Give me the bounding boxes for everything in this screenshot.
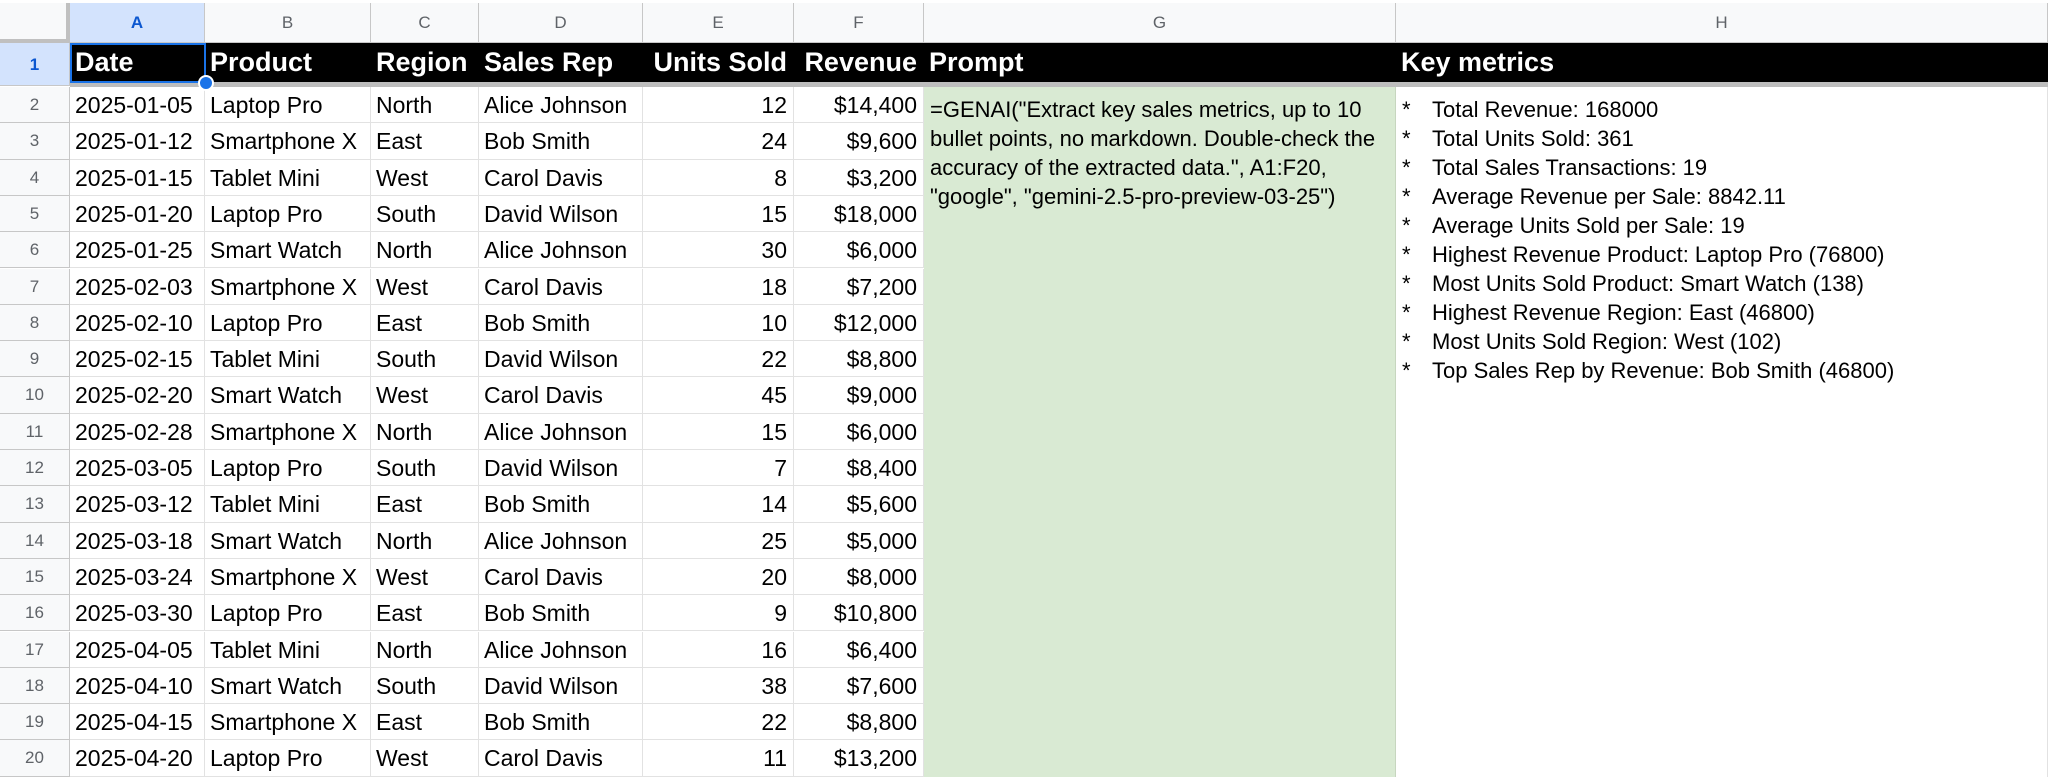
bullet-marker: *	[1402, 155, 1411, 180]
cell-a10[interactable]: 2025-02-20	[70, 377, 205, 413]
cell-e13[interactable]: 14	[643, 486, 794, 522]
row-header-11[interactable]: 11	[0, 414, 70, 450]
cell-a14[interactable]: 2025-03-18	[70, 523, 205, 559]
cell-a20[interactable]: 2025-04-20	[70, 740, 205, 776]
cell-e18[interactable]: 38	[643, 668, 794, 704]
cell-d12[interactable]: David Wilson	[479, 450, 643, 486]
key-metric-text: Total Revenue: 168000	[1432, 97, 1659, 122]
cell-c9[interactable]: South	[371, 341, 479, 377]
cell-b2[interactable]: Laptop Pro	[205, 87, 371, 123]
header-cell-f[interactable]: Revenue	[794, 43, 924, 82]
cell-e14[interactable]: 25	[643, 523, 794, 559]
cell-f9[interactable]: $8,800	[794, 341, 924, 377]
cell-e10[interactable]: 45	[643, 377, 794, 413]
cell-e11[interactable]: 15	[643, 414, 794, 450]
key-metric-item	[1402, 269, 2041, 298]
cell-d19[interactable]: Bob Smith	[479, 704, 643, 740]
cell-b10[interactable]: Smart Watch	[205, 377, 371, 413]
cell-b9[interactable]: Tablet Mini	[205, 341, 371, 377]
cell-b4[interactable]: Tablet Mini	[205, 160, 371, 196]
key-metric-text: Total Sales Transactions: 19	[1432, 155, 1708, 180]
cell-d18[interactable]: David Wilson	[479, 668, 643, 704]
cell-a4[interactable]: 2025-01-15	[70, 160, 205, 196]
row-header-3[interactable]: 3	[0, 123, 70, 159]
cell-a9[interactable]: 2025-02-15	[70, 341, 205, 377]
key-metric-text: Highest Revenue Region: East (46800)	[1432, 300, 1815, 325]
cell-c15[interactable]: West	[371, 559, 479, 595]
cell-d10[interactable]: Carol Davis	[479, 377, 643, 413]
row-header-14[interactable]: 14	[0, 523, 70, 559]
cell-f15[interactable]: $8,000	[794, 559, 924, 595]
column-header-c[interactable]: C	[371, 3, 479, 43]
header-cell-a[interactable]: Date	[70, 43, 205, 82]
cell-d4[interactable]: Carol Davis	[479, 160, 643, 196]
cell-a13[interactable]: 2025-03-12	[70, 486, 205, 522]
cell-f5[interactable]: $18,000	[794, 196, 924, 232]
cell-f10[interactable]: $9,000	[794, 377, 924, 413]
cell-c11[interactable]: North	[371, 414, 479, 450]
header-cell-e[interactable]: Units Sold	[643, 43, 794, 82]
cell-b17[interactable]: Tablet Mini	[205, 632, 371, 668]
cell-a5[interactable]: 2025-01-20	[70, 196, 205, 232]
key-metric-item	[1402, 298, 2041, 327]
row-header-7[interactable]: 7	[0, 269, 70, 305]
row-header-2[interactable]: 2	[0, 87, 70, 123]
bullet-marker: *	[1402, 213, 1411, 238]
column-header-h[interactable]: H	[1396, 3, 2048, 43]
cell-d6[interactable]: Alice Johnson	[479, 232, 643, 268]
row-header-18[interactable]: 18	[0, 668, 70, 704]
cell-e4[interactable]: 8	[643, 160, 794, 196]
key-metric-text: Total Units Sold: 361	[1432, 126, 1634, 151]
cell-b14[interactable]: Smart Watch	[205, 523, 371, 559]
column-header-g[interactable]: G	[924, 3, 1396, 43]
cell-d17[interactable]: Alice Johnson	[479, 632, 643, 668]
bullet-marker: *	[1402, 242, 1411, 267]
cell-d14[interactable]: Alice Johnson	[479, 523, 643, 559]
cell-f17[interactable]: $6,400	[794, 632, 924, 668]
cell-f14[interactable]: $5,000	[794, 523, 924, 559]
cell-f19[interactable]: $8,800	[794, 704, 924, 740]
cell-b13[interactable]: Tablet Mini	[205, 486, 371, 522]
key-metric-item	[1402, 95, 2041, 124]
cell-e19[interactable]: 22	[643, 704, 794, 740]
cell-d9[interactable]: David Wilson	[479, 341, 643, 377]
cell-b8[interactable]: Laptop Pro	[205, 305, 371, 341]
cell-b12[interactable]: Laptop Pro	[205, 450, 371, 486]
cell-c14[interactable]: North	[371, 523, 479, 559]
cell-c4[interactable]: West	[371, 160, 479, 196]
row-header-1[interactable]: 1	[0, 43, 70, 86]
key-metric-item	[1402, 327, 2041, 356]
cell-b3[interactable]: Smartphone X	[205, 123, 371, 159]
key-metric-text: Most Units Sold Region: West (102)	[1432, 329, 1782, 354]
cell-e5[interactable]: 15	[643, 196, 794, 232]
cell-c6[interactable]: North	[371, 232, 479, 268]
cell-f6[interactable]: $6,000	[794, 232, 924, 268]
key-metric-text: Average Units Sold per Sale: 19	[1432, 213, 1745, 238]
cell-f18[interactable]: $7,600	[794, 668, 924, 704]
cell-a16[interactable]: 2025-03-30	[70, 595, 205, 631]
cell-e3[interactable]: 24	[643, 123, 794, 159]
cell-b11[interactable]: Smartphone X	[205, 414, 371, 450]
cell-e12[interactable]: 7	[643, 450, 794, 486]
cell-c3[interactable]: East	[371, 123, 479, 159]
column-header-a[interactable]: A	[70, 3, 205, 43]
cell-d16[interactable]: Bob Smith	[479, 595, 643, 631]
row-header-9[interactable]: 9	[0, 341, 70, 377]
cell-d2[interactable]: Alice Johnson	[479, 87, 643, 123]
row-header-13[interactable]: 13	[0, 486, 70, 522]
cell-a6[interactable]: 2025-01-25	[70, 232, 205, 268]
bullet-marker: *	[1402, 126, 1411, 151]
cell-e8[interactable]: 10	[643, 305, 794, 341]
row-header-4[interactable]: 4	[0, 160, 70, 196]
key-metric-item	[1402, 124, 2041, 153]
cell-c10[interactable]: West	[371, 377, 479, 413]
cell-c17[interactable]: North	[371, 632, 479, 668]
row-header-16[interactable]: 16	[0, 595, 70, 631]
column-header-b[interactable]: B	[205, 3, 371, 43]
cell-b18[interactable]: Smart Watch	[205, 668, 371, 704]
cell-a8[interactable]: 2025-02-10	[70, 305, 205, 341]
cell-a2[interactable]: 2025-01-05	[70, 87, 205, 123]
cell-a11[interactable]: 2025-02-28	[70, 414, 205, 450]
key-metric-text: Top Sales Rep by Revenue: Bob Smith (46800)	[1432, 358, 1895, 383]
cell-b5[interactable]: Laptop Pro	[205, 196, 371, 232]
cell-a18[interactable]: 2025-04-10	[70, 668, 205, 704]
cell-c2[interactable]: North	[371, 87, 479, 123]
cell-c12[interactable]: South	[371, 450, 479, 486]
cell-c13[interactable]: East	[371, 486, 479, 522]
row-header-12[interactable]: 12	[0, 450, 70, 486]
bullet-marker: *	[1402, 300, 1411, 325]
cell-f2[interactable]: $14,400	[794, 87, 924, 123]
cell-f13[interactable]: $5,600	[794, 486, 924, 522]
cell-f11[interactable]: $6,000	[794, 414, 924, 450]
cell-e16[interactable]: 9	[643, 595, 794, 631]
row-header-5[interactable]: 5	[0, 196, 70, 232]
cell-a3[interactable]: 2025-01-12	[70, 123, 205, 159]
cell-f20[interactable]: $13,200	[794, 740, 924, 776]
key-metric-text: Most Units Sold Product: Smart Watch (138)	[1432, 271, 1864, 296]
cell-c8[interactable]: East	[371, 305, 479, 341]
cell-c7[interactable]: West	[371, 269, 479, 305]
cell-d11[interactable]: Alice Johnson	[479, 414, 643, 450]
key-metric-text: Average Revenue per Sale: 8842.11	[1432, 184, 1786, 209]
bullet-marker: *	[1402, 358, 1411, 383]
key-metric-text: Highest Revenue Product: Laptop Pro (76800)	[1432, 242, 1885, 267]
header-cell-c[interactable]: Region	[371, 43, 479, 82]
header-cell-d[interactable]: Sales Rep	[479, 43, 643, 82]
cell-f12[interactable]: $8,400	[794, 450, 924, 486]
bullet-marker: *	[1402, 329, 1411, 354]
cell-c18[interactable]: South	[371, 668, 479, 704]
cell-c19[interactable]: East	[371, 704, 479, 740]
cell-b7[interactable]: Smartphone X	[205, 269, 371, 305]
bullet-marker: *	[1402, 271, 1411, 296]
row-header-10[interactable]: 10	[0, 377, 70, 413]
cell-d20[interactable]: Carol Davis	[479, 740, 643, 776]
column-header-e[interactable]: E	[643, 3, 794, 43]
cell-e2[interactable]: 12	[643, 87, 794, 123]
key-metric-item	[1402, 182, 2041, 211]
cell-e6[interactable]: 30	[643, 232, 794, 268]
cell-a12[interactable]: 2025-03-05	[70, 450, 205, 486]
cell-e17[interactable]: 16	[643, 632, 794, 668]
header-cell-h[interactable]: Key metrics	[1396, 43, 2048, 82]
select-all-corner[interactable]	[0, 3, 70, 43]
row-header-6[interactable]: 6	[0, 232, 70, 268]
key-metrics-cell[interactable]	[1396, 87, 2048, 777]
prompt-formula-cell[interactable]: =GENAI("Extract key sales metrics, up to 10 bullet points, no markdown. Double-check the accuracy of the extracted data.", A1:F20, "google", "gemini-2.5-pro-preview-03-25")	[924, 87, 1396, 777]
header-cell-b[interactable]: Product	[205, 43, 371, 82]
cell-c20[interactable]: West	[371, 740, 479, 776]
cell-a17[interactable]: 2025-04-05	[70, 632, 205, 668]
row-header-19[interactable]: 19	[0, 704, 70, 740]
cell-d13[interactable]: Bob Smith	[479, 486, 643, 522]
bullet-marker: *	[1402, 184, 1411, 209]
cell-d3[interactable]: Bob Smith	[479, 123, 643, 159]
header-cell-g[interactable]: Prompt	[924, 43, 1396, 82]
cell-a15[interactable]: 2025-03-24	[70, 559, 205, 595]
key-metric-item	[1402, 153, 2041, 182]
cell-c5[interactable]: South	[371, 196, 479, 232]
row-header-17[interactable]: 17	[0, 632, 70, 668]
column-header-d[interactable]: D	[479, 3, 643, 43]
cell-c16[interactable]: East	[371, 595, 479, 631]
cell-f4[interactable]: $3,200	[794, 160, 924, 196]
cell-f8[interactable]: $12,000	[794, 305, 924, 341]
cell-d7[interactable]: Carol Davis	[479, 269, 643, 305]
key-metric-item	[1402, 240, 2041, 269]
cell-d8[interactable]: Bob Smith	[479, 305, 643, 341]
bullet-marker: *	[1402, 97, 1411, 122]
cell-b20[interactable]: Laptop Pro	[205, 740, 371, 776]
cell-b15[interactable]: Smartphone X	[205, 559, 371, 595]
cell-b6[interactable]: Smart Watch	[205, 232, 371, 268]
cell-b16[interactable]: Laptop Pro	[205, 595, 371, 631]
cell-d15[interactable]: Carol Davis	[479, 559, 643, 595]
cell-d5[interactable]: David Wilson	[479, 196, 643, 232]
key-metric-item	[1402, 211, 2041, 240]
cell-f16[interactable]: $10,800	[794, 595, 924, 631]
cell-e15[interactable]: 20	[643, 559, 794, 595]
row-header-15[interactable]: 15	[0, 559, 70, 595]
cell-f7[interactable]: $7,200	[794, 269, 924, 305]
cell-e20[interactable]: 11	[643, 740, 794, 776]
cell-b19[interactable]: Smartphone X	[205, 704, 371, 740]
row-header-8[interactable]: 8	[0, 305, 70, 341]
cell-f3[interactable]: $9,600	[794, 123, 924, 159]
column-header-f[interactable]: F	[794, 3, 924, 43]
key-metric-item	[1402, 356, 2041, 385]
fill-handle[interactable]	[198, 75, 214, 91]
cell-a19[interactable]: 2025-04-15	[70, 704, 205, 740]
cell-a7[interactable]: 2025-02-03	[70, 269, 205, 305]
cell-e9[interactable]: 22	[643, 341, 794, 377]
cell-e7[interactable]: 18	[643, 269, 794, 305]
row-header-20[interactable]: 20	[0, 740, 70, 776]
